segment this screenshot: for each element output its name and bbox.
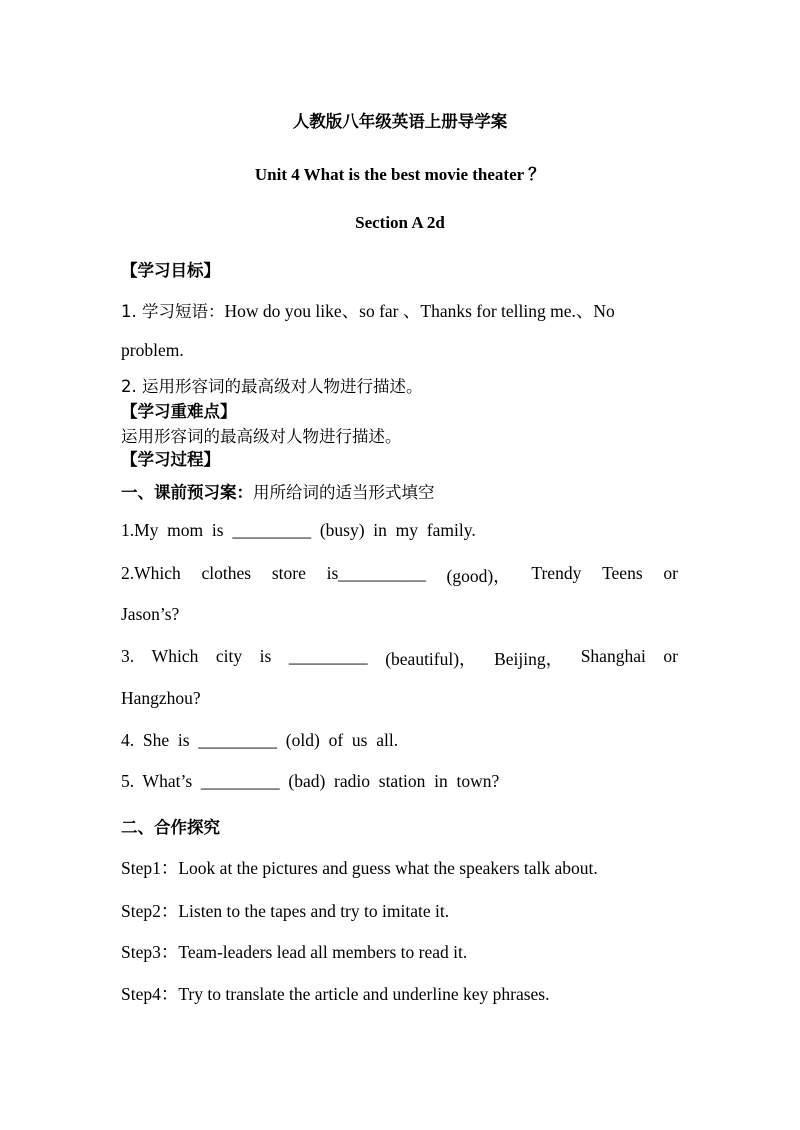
exercise-4 [121, 730, 398, 751]
key-points-text: 运用形容词的最高级对人物进行描述。 [121, 427, 402, 446]
exercise-2-word: store [271, 563, 306, 583]
exercise-2-word: Teens [602, 563, 643, 583]
exercise-3-blank: _________ [288, 646, 368, 666]
step-4: Step4：Try to translate the article and underline key phrases. [121, 984, 550, 1004]
exercise-2-blank: is__________ [326, 563, 426, 583]
objective-1-continuation: problem. [121, 340, 184, 360]
step-3: Step3：Team-leaders lead all members to read it. [121, 942, 468, 962]
exercise-3-word: Shanghai [580, 646, 646, 666]
exercise-3-word: (beautiful)， [385, 649, 477, 669]
unit-title: Unit 4 What is the best movie theater ？ [254, 165, 546, 184]
section-title: Section A 2d [355, 213, 445, 232]
step-1: Step1：Look at the pictures and guess what the speakers talk about. [121, 858, 598, 878]
exercise-3-word: or [663, 646, 678, 666]
exercise-2-continuation: Jason’s? [121, 604, 180, 624]
exercise-3-word: city [215, 646, 243, 666]
step-2: Step2：Listen to the tapes and try to imitate it. [121, 901, 450, 921]
exercise-2-word: 2.Which [121, 563, 181, 583]
objective-1-prefix: 1. 学习短语： [121, 302, 225, 321]
exercise-2-word: clothes [201, 563, 252, 583]
process-heading: 【学习过程】 [121, 450, 220, 469]
exercise-3-word: Beijing， [494, 649, 564, 669]
exercise-4-text: 4. She is _________ (old) of us all. [121, 730, 399, 750]
exercise-1-text: 1.My mom is _________ (busy) in my family. [121, 520, 476, 540]
exercise-5-text: 5. What’s _________ (bad) radio station in town? [121, 771, 500, 791]
exercise-3-word: Which [151, 646, 199, 666]
preview-heading-row [121, 479, 435, 503]
objective-2: 2. 运用形容词的最高级对人物进行描述。 [121, 377, 423, 396]
cooperation-heading: 二、合作探究 [121, 818, 220, 837]
preview-instruction: 用所给词的适当形式填空 [253, 483, 435, 502]
objective-1 [121, 298, 615, 323]
exercise-3 [121, 646, 678, 671]
exercise-5 [121, 771, 499, 792]
objective-1-text: How do you like、so far 、Thanks for telling me.、No [224, 301, 615, 321]
exercise-2-word: or [663, 563, 678, 583]
key-points-heading: 【学习重难点】 [121, 402, 237, 421]
exercise-2-word: Trendy [531, 563, 582, 583]
preview-heading: 一、课前预习案： [121, 483, 253, 502]
exercise-2 [121, 563, 678, 588]
exercise-3-continuation: Hangzhou? [121, 688, 201, 708]
exercise-3-word: 3. [121, 646, 135, 666]
exercise-3-word: is [259, 646, 272, 666]
exercise-1 [121, 520, 476, 541]
document-title: 人教版八年级英语上册导学案 [292, 112, 508, 131]
exercise-2-word: (good)， [446, 566, 511, 586]
objectives-heading: 【学习目标】 [121, 261, 220, 280]
